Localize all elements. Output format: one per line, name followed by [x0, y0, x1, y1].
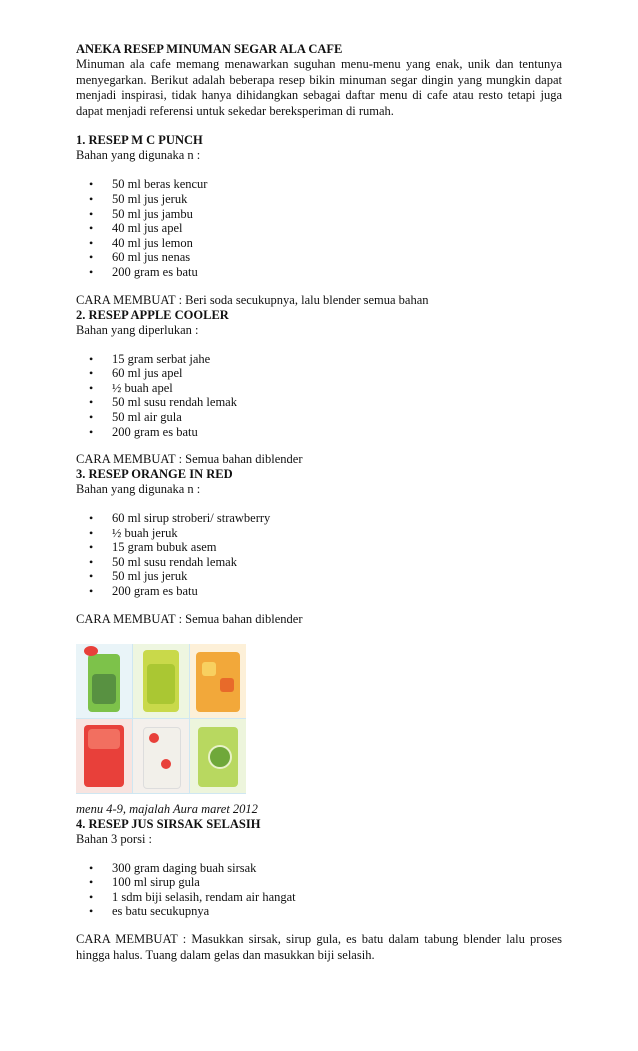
document-page: [76, 42, 562, 963]
bullet-icon: •: [89, 221, 94, 236]
bullet-icon: •: [89, 569, 94, 584]
bullet-icon: •: [89, 889, 94, 904]
list-item: • 300 gram daging buah sirsak: [89, 860, 257, 875]
bullet-icon: •: [89, 366, 94, 381]
list-item: • 100 ml sirup gula: [89, 875, 200, 890]
drink-photo-cell: [76, 644, 132, 718]
list-item: • 50 ml beras kencur: [89, 177, 208, 192]
ingredient-list: [76, 352, 562, 440]
list-item: • 15 gram serbat jahe: [89, 351, 211, 366]
list-item: • 60 ml jus apel: [89, 366, 183, 381]
list-item: • 50 ml susu rendah lemak: [89, 395, 237, 410]
drink-photo-cell: [76, 719, 132, 793]
list-item: • 15 gram bubuk asem: [89, 540, 217, 555]
recipe-section: [76, 133, 562, 307]
method-text: CARA MEMBUAT : Semua bahan diblender: [76, 452, 303, 467]
bullet-icon: •: [89, 264, 94, 279]
drink-photo-cell: [190, 644, 246, 718]
document-title: ANEKA RESEP MINUMAN SEGAR ALA CAFE: [76, 42, 343, 56]
list-item: • ½ buah jeruk: [89, 525, 178, 540]
bullet-icon: •: [89, 424, 94, 439]
recipe-heading: 2. RESEP APPLE COOLER: [76, 307, 229, 322]
bullet-icon: •: [89, 380, 94, 395]
list-item: • ½ buah apel: [89, 380, 173, 395]
drink-photo-cell: [133, 719, 189, 793]
bullet-icon: •: [89, 177, 94, 192]
list-item: • 40 ml jus apel: [89, 221, 183, 236]
list-item: • 200 gram es batu: [89, 264, 198, 279]
drink-photo-cell: [133, 644, 189, 718]
ingredients-intro: Bahan yang digunaka n :: [76, 482, 201, 497]
ingredients-intro: Bahan yang digunaka n :: [76, 148, 201, 163]
method-text: CARA MEMBUAT : Masukkan sirsak, sirup gula, es batu dalam tabung blender lalu proses hingga halus. Tuang dalam gelas dan masukkan biji selasih.: [76, 932, 562, 962]
intro-paragraph: Minuman ala cafe memang menawarkan suguhan menu-menu yang enak, unik dan tentunya menyegarkan. Berikut adalah beberapa resep bikin minuman segar dingin yang mungkin dapat menjadi inspirasi, tidak hanya dihidangkan sebagai daftar menu di cafe atau resto tetapi juga dapat menjadi referensi untuk sekedar bereksperiman di rumah.: [76, 57, 562, 118]
recipe-section: [76, 817, 562, 964]
ingredients-intro: Bahan yang diperlukan :: [76, 322, 199, 337]
bullet-icon: •: [89, 191, 94, 206]
bullet-icon: •: [89, 860, 94, 875]
bullet-icon: •: [89, 904, 94, 919]
list-item: • 1 sdm biji selasih, rendam air hangat: [89, 889, 296, 904]
bullet-icon: •: [89, 875, 94, 890]
list-item: • 60 ml sirup stroberi/ strawberry: [89, 511, 271, 526]
list-item: • 200 gram es batu: [89, 424, 198, 439]
bullet-icon: •: [89, 511, 94, 526]
recipe-section: [76, 308, 562, 468]
bullet-icon: •: [89, 206, 94, 221]
recipe-heading: 3. RESEP ORANGE IN RED: [76, 467, 233, 482]
method-text: CARA MEMBUAT : Semua bahan diblender: [76, 611, 303, 626]
drinks-photo: [76, 644, 246, 794]
ingredient-list: [76, 861, 562, 919]
list-item: • 200 gram es batu: [89, 584, 198, 599]
bullet-icon: •: [89, 235, 94, 250]
bullet-icon: •: [89, 525, 94, 540]
list-item: • 50 ml jus jeruk: [89, 569, 188, 584]
drink-photo-cell: [190, 719, 246, 793]
recipe-heading: 4. RESEP JUS SIRSAK SELASIH: [76, 816, 261, 831]
bullet-icon: •: [89, 584, 94, 599]
list-item: • 50 ml jus jambu: [89, 206, 193, 221]
ingredients-intro: Bahan 3 porsi :: [76, 831, 153, 846]
ingredient-list: [76, 511, 562, 599]
list-item: • es batu secukupnya: [89, 904, 210, 919]
bullet-icon: •: [89, 554, 94, 569]
list-item: • 50 ml jus jeruk: [89, 191, 188, 206]
list-item: • 60 ml jus nenas: [89, 250, 191, 265]
bullet-icon: •: [89, 395, 94, 410]
bullet-icon: •: [89, 540, 94, 555]
list-item: • 50 ml susu rendah lemak: [89, 554, 237, 569]
ingredient-list: [76, 177, 562, 279]
bullet-icon: •: [89, 351, 94, 366]
list-item: • 40 ml jus lemon: [89, 235, 193, 250]
bullet-icon: •: [89, 409, 94, 424]
bullet-icon: •: [89, 250, 94, 265]
method-text: CARA MEMBUAT : Beri soda secukupnya, lalu blender semua bahan: [76, 292, 429, 307]
list-item: • 50 ml air gula: [89, 409, 182, 424]
recipe-heading: 1. RESEP M C PUNCH: [76, 133, 203, 148]
recipe-section: [76, 467, 562, 627]
photo-caption: menu 4-9, majalah Aura maret 2012: [76, 801, 258, 816]
